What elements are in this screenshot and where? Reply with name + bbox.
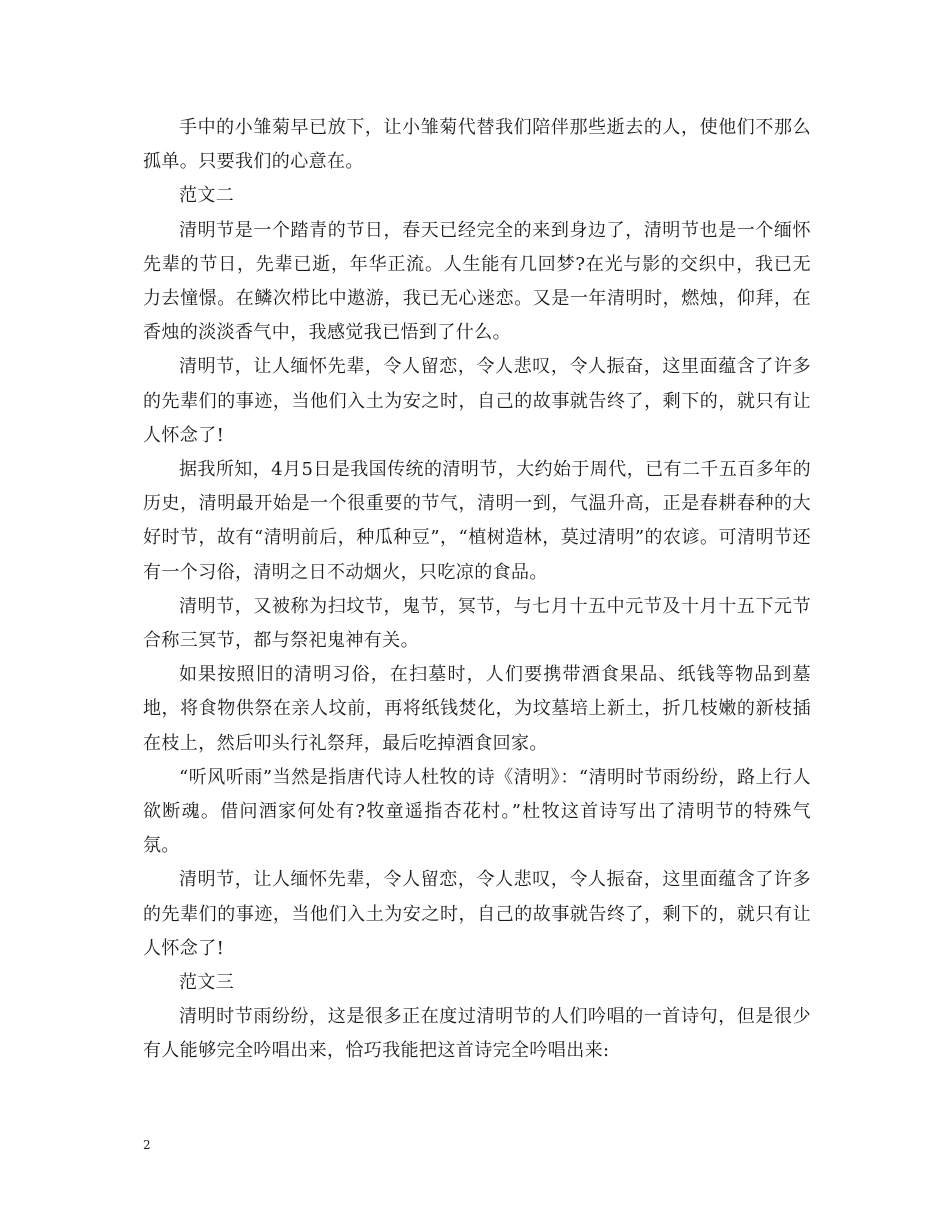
paragraph: 清明时节雨纷纷，这是很多正在度过清明节的人们吟唱的一首诗句，但是很少有人能够完全吟唱出来，恰巧我能把这首诗完全吟唱出来: bbox=[143, 1006, 811, 1062]
paragraph: 清明节是一个踏青的节日，春天已经完全的来到身边了，清明节也是一个缅怀先辈的节日，先辈已逝，年华正流。人生能有几回梦?在光与影的交织中，我已无力去憧憬。在鳞次栉比中遨游，我已无心迷恋。又是一年清明时，燃烛，仰拜，在香烛的淡淡香气中，我感觉我已悟到了什么。 bbox=[143, 219, 811, 344]
paragraph: 清明节，又被称为扫坟节，鬼节，冥节，与七月十五中元节及十月十五下元节合称三冥节，都与祭祀鬼神有关。 bbox=[143, 595, 811, 652]
paragraph: 据我所知，4月5日是我国传统的清明节，大约始于周代，已有二千五百多年的历史，清明最开始是一个很重要的节气，清明一到，气温升高，正是春耕春种的大好时节，故有“清明前后，种瓜种豆”，“植树造林，莫过清明”的农谚。可清明节还有一个习俗，清明之日不动烟火，只吃凉的食品。 bbox=[143, 459, 811, 583]
section-heading: 范文三 bbox=[179, 972, 235, 994]
section-heading: 范文二 bbox=[179, 185, 235, 207]
paragraph: 清明节，让人缅怀先辈，令人留恋，令人悲叹，令人振奋，这里面蕴含了许多的先辈们的事迹，当他们入土为安之时，自己的故事就告终了，剩下的，就只有让人怀念了! bbox=[143, 869, 811, 959]
page-number: 2 bbox=[143, 1138, 151, 1152]
paragraph: 如果按照旧的清明习俗，在扫墓时，人们要携带酒食果品、纸钱等物品到墓地，将食物供祭在亲人坟前，再将纸钱焚化，为坟墓培上新土，折几枝嫩的新枝插在枝上，然后叩头行礼祭拜，最后吃掉酒食回家。 bbox=[143, 664, 811, 754]
paragraph: “听风听雨”当然是指唐代诗人杜牧的诗《清明》：“清明时节雨纷纷，路上行人欲断魂。借问酒家何处有?牧童遥指杏花村。”杜牧这首诗写出了清明节的特殊气氛。 bbox=[143, 766, 811, 857]
paragraph: 手中的小雏菊早已放下，让小雏菊代替我们陪伴那些逝去的人，使他们不那么孤单。只要我们的心意在。 bbox=[143, 117, 811, 173]
document-body bbox=[143, 111, 811, 1069]
paragraph: 清明节，让人缅怀先辈，令人留恋，令人悲叹，令人振奋，这里面蕴含了许多的先辈们的事迹，当他们入土为安之时，自己的故事就告终了，剩下的，就只有让人怀念了! bbox=[143, 356, 811, 446]
